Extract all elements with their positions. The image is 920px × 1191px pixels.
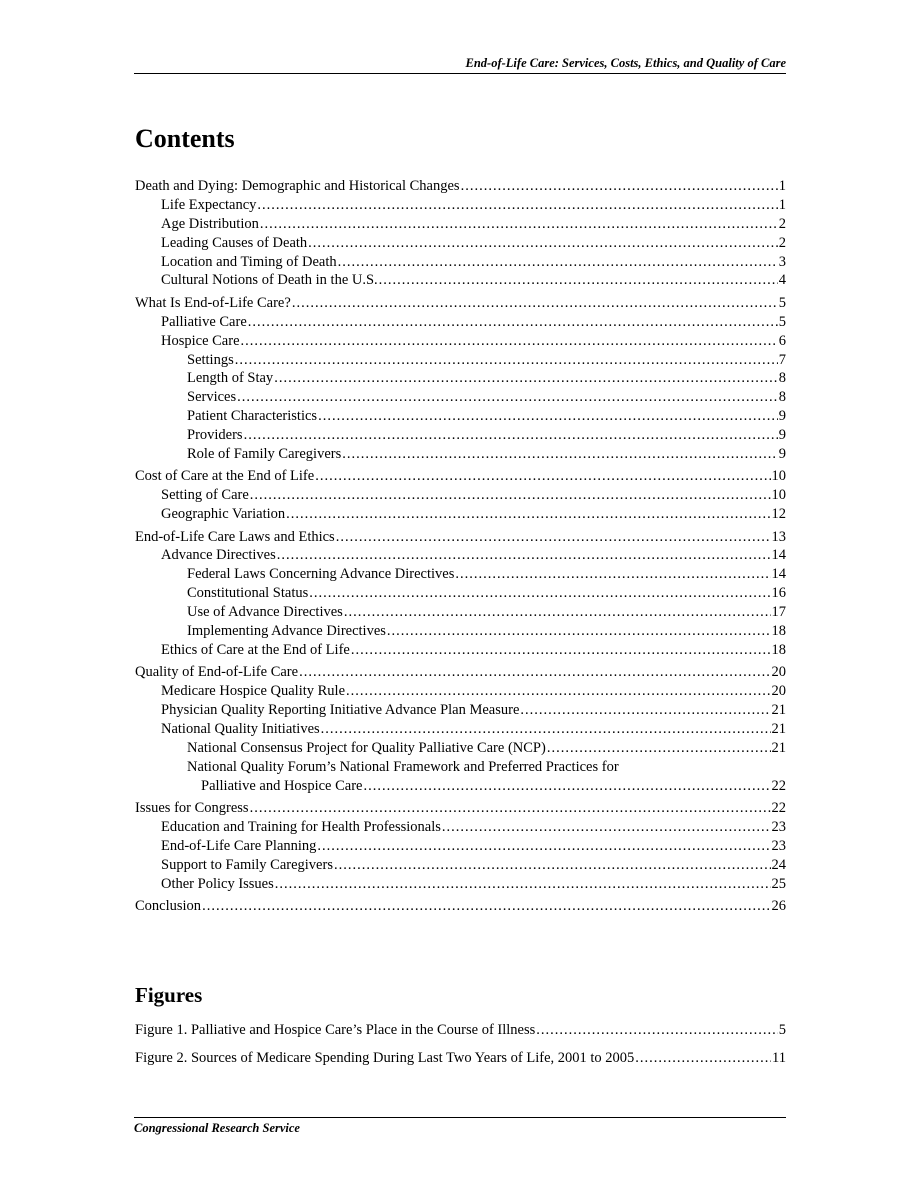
toc-entry-title: Conclusion	[135, 897, 202, 914]
toc-entry[interactable]	[135, 546, 786, 565]
dot-leader	[286, 505, 770, 523]
toc-entry-page: 25	[771, 875, 786, 892]
toc-entry-page: 20	[771, 664, 786, 681]
toc-entry-title: End-of-Life Care Planning	[161, 837, 317, 854]
dot-leader	[536, 1021, 777, 1039]
toc-entry[interactable]	[135, 622, 786, 641]
toc-entry-title: Quality of End-of-Life Care	[135, 664, 299, 681]
dot-leader	[248, 313, 778, 331]
dot-leader	[351, 641, 771, 659]
toc-entry-title: Cost of Care at the End of Life	[135, 468, 315, 485]
toc-entry-page: 5	[778, 313, 786, 330]
toc-entry[interactable]	[135, 407, 786, 426]
figure-entry-page: 5	[778, 1022, 786, 1038]
toc-entry-page: 10	[771, 468, 786, 485]
dot-leader	[241, 332, 778, 350]
toc-entry[interactable]	[135, 215, 786, 234]
toc-entry[interactable]	[135, 369, 786, 388]
toc-entry-title: National Consensus Project for Quality Palliative Care (NCP)	[187, 739, 546, 756]
toc-entry-title: Other Policy Issues	[161, 875, 274, 892]
toc-entry-page: 7	[778, 351, 786, 368]
toc-entry[interactable]	[135, 739, 786, 758]
toc-entry[interactable]	[135, 253, 786, 272]
toc-entry[interactable]	[135, 426, 786, 445]
toc-entry-page: 8	[778, 389, 786, 406]
toc-entry[interactable]	[135, 196, 786, 215]
toc-entry-title: Role of Family Caregivers	[187, 445, 342, 462]
toc-entry-title: Use of Advance Directives	[187, 604, 343, 621]
dot-leader	[292, 294, 778, 312]
dot-leader	[315, 467, 770, 485]
toc-entry-page: 14	[771, 566, 786, 583]
dot-leader	[308, 234, 778, 252]
dot-leader	[342, 445, 778, 463]
toc-entry[interactable]	[135, 388, 786, 407]
toc-entry-page: 9	[778, 408, 786, 425]
dot-leader	[318, 407, 778, 425]
dot-leader	[334, 856, 771, 874]
toc-entry-page: 26	[771, 897, 786, 914]
toc-entry-title: Support to Family Caregivers	[161, 856, 333, 873]
toc-entry-page: 6	[778, 332, 786, 349]
dot-leader	[309, 584, 770, 602]
dot-leader	[235, 351, 778, 369]
toc-entry[interactable]	[135, 799, 786, 818]
toc-entry[interactable]	[135, 897, 786, 916]
toc-entry-page: 18	[771, 622, 786, 639]
toc-entry-title: Issues for Congress	[135, 800, 249, 816]
toc-entry-page: 16	[771, 585, 786, 602]
toc-entry[interactable]	[135, 177, 786, 196]
toc-entry[interactable]	[135, 837, 786, 856]
toc-entry-page: 4	[778, 272, 786, 289]
toc-entry-page: 10	[771, 487, 786, 504]
toc-entry[interactable]	[135, 565, 786, 584]
toc-entry-title: Geographic Variation	[161, 506, 286, 523]
toc-entry[interactable]	[135, 758, 786, 796]
toc-entry-title: Medicare Hospice Quality Rule	[161, 683, 346, 700]
toc-entry-page: 22	[771, 777, 786, 794]
dot-leader	[250, 799, 771, 817]
toc-entry-page: 1	[778, 178, 786, 194]
toc-entry-title: Implementing Advance Directives	[187, 622, 386, 639]
toc-entry-page: 20	[771, 683, 786, 700]
dot-leader	[202, 897, 770, 915]
dot-leader	[344, 603, 771, 621]
toc-entry-title: Leading Causes of Death	[161, 234, 308, 251]
toc-entry-page: 17	[771, 604, 786, 621]
toc-entry[interactable]	[135, 271, 786, 290]
toc-entry-page: 5	[778, 294, 786, 311]
toc-entry-continuation	[135, 777, 786, 796]
toc-entry-title: Providers	[187, 427, 243, 444]
toc-entry[interactable]	[135, 332, 786, 351]
toc-entry-page: 23	[771, 818, 786, 835]
dot-leader	[274, 369, 778, 387]
toc-entry-title: End-of-Life Care Laws and Ethics	[135, 528, 335, 545]
toc-entry[interactable]	[135, 445, 786, 464]
toc-entry-page: 14	[771, 547, 786, 564]
toc-entry-title: Setting of Care	[161, 487, 249, 504]
toc-entry-title: Federal Laws Concerning Advance Directives	[187, 566, 455, 583]
toc-entry[interactable]	[135, 467, 786, 486]
toc-entry-title: Location and Timing of Death	[161, 253, 337, 270]
dot-leader	[338, 253, 778, 271]
dot-leader	[244, 426, 778, 444]
toc-entry[interactable]	[135, 720, 786, 739]
dot-leader	[442, 818, 771, 836]
toc-entry[interactable]	[135, 682, 786, 701]
toc-entry-page: 18	[771, 641, 786, 658]
toc-entry-title: Constitutional Status	[187, 585, 309, 602]
running-header: End-of-Life Care: Services, Costs, Ethics, and Quality of Care	[134, 56, 786, 74]
dot-leader	[317, 837, 770, 855]
dot-leader	[346, 682, 770, 700]
table-of-contents	[135, 177, 786, 916]
dot-leader	[321, 720, 771, 738]
toc-entry-title: Life Expectancy	[161, 196, 257, 213]
toc-entry-page: 12	[771, 506, 786, 523]
dot-leader	[250, 486, 771, 504]
dot-leader	[275, 875, 771, 893]
toc-entry[interactable]	[135, 584, 786, 603]
toc-entry-page: 22	[771, 800, 786, 816]
toc-entry-title: Palliative and Hospice Care	[201, 777, 363, 794]
dot-leader	[257, 196, 777, 214]
toc-entry-title: Hospice Care	[161, 332, 240, 349]
toc-entry-title: Length of Stay	[187, 370, 274, 387]
figures-heading: Figures	[135, 983, 203, 1007]
toc-entry-page: 3	[778, 253, 786, 270]
figure-entry-page: 11	[772, 1050, 786, 1066]
toc-entry-title: Education and Training for Health Professionals	[161, 818, 441, 835]
dot-leader	[363, 777, 770, 795]
toc-entry[interactable]	[135, 528, 786, 547]
figure-entry[interactable]	[135, 1049, 786, 1067]
dot-leader	[635, 1049, 771, 1067]
running-footer: Congressional Research Service	[134, 1117, 786, 1136]
toc-entry-page: 8	[778, 370, 786, 387]
toc-entry-title: National Quality Initiatives	[161, 720, 320, 737]
toc-entry-page: 21	[771, 739, 786, 756]
figure-entry-title: Figure 2. Sources of Medicare Spending During Last Two Years of Life, 2001 to 2005	[135, 1050, 635, 1066]
toc-entry-title: Palliative Care	[161, 313, 247, 330]
list-of-figures	[135, 1021, 786, 1077]
toc-entry-page: 21	[771, 702, 786, 719]
toc-entry[interactable]	[135, 875, 786, 894]
dot-leader	[277, 546, 771, 564]
toc-entry[interactable]	[135, 486, 786, 505]
dot-leader	[379, 271, 778, 289]
toc-entry[interactable]	[135, 701, 786, 720]
toc-entry-page: 2	[778, 234, 786, 251]
figure-entry[interactable]	[135, 1021, 786, 1039]
figure-entry-title: Figure 1. Palliative and Hospice Care’s Place in the Course of Illness	[135, 1022, 536, 1038]
toc-entry-title: Physician Quality Reporting Initiative Advance Plan Measure	[161, 702, 520, 719]
toc-entry-title: Patient Characteristics	[187, 408, 318, 425]
dot-leader	[520, 701, 770, 719]
toc-entry-page: 24	[771, 856, 786, 873]
toc-entry[interactable]	[135, 313, 786, 332]
dot-leader	[336, 528, 771, 546]
toc-entry-title: National Quality Forum’s National Framework and Preferred Practices for	[187, 758, 619, 775]
toc-entry-page: 13	[771, 528, 786, 545]
toc-entry-title: Services	[187, 389, 237, 406]
toc-entry[interactable]	[135, 856, 786, 875]
contents-heading: Contents	[135, 124, 235, 153]
toc-entry[interactable]	[135, 294, 786, 313]
dot-leader	[260, 215, 778, 233]
dot-leader	[387, 622, 771, 640]
toc-entry-page: 23	[771, 837, 786, 854]
toc-entry-title: Advance Directives	[161, 547, 276, 564]
dot-leader	[237, 388, 778, 406]
toc-entry-title: Cultural Notions of Death in the U.S.	[161, 272, 378, 289]
dot-leader	[455, 565, 770, 583]
toc-entry[interactable]	[135, 818, 786, 837]
dot-leader	[299, 663, 770, 681]
toc-entry-title: Settings	[187, 351, 234, 368]
toc-entry-page: 21	[771, 720, 786, 737]
toc-entry[interactable]	[135, 641, 786, 660]
dot-leader	[547, 739, 771, 757]
toc-entry[interactable]	[135, 663, 786, 682]
toc-entry-page: 1	[778, 196, 786, 213]
dot-leader	[461, 177, 778, 195]
toc-entry[interactable]	[135, 603, 786, 622]
toc-entry[interactable]	[135, 351, 786, 370]
toc-entry-title: Age Distribution	[161, 215, 259, 232]
toc-entry-title: Ethics of Care at the End of Life	[161, 641, 350, 658]
toc-entry-page: 9	[778, 445, 786, 462]
toc-entry-page: 9	[778, 427, 786, 444]
toc-entry[interactable]	[135, 234, 786, 253]
toc-entry[interactable]	[135, 505, 786, 524]
toc-entry-page: 2	[778, 215, 786, 232]
toc-entry-title: What Is End-of-Life Care?	[135, 294, 291, 311]
toc-entry-title: Death and Dying: Demographic and Historical Changes	[135, 178, 460, 194]
